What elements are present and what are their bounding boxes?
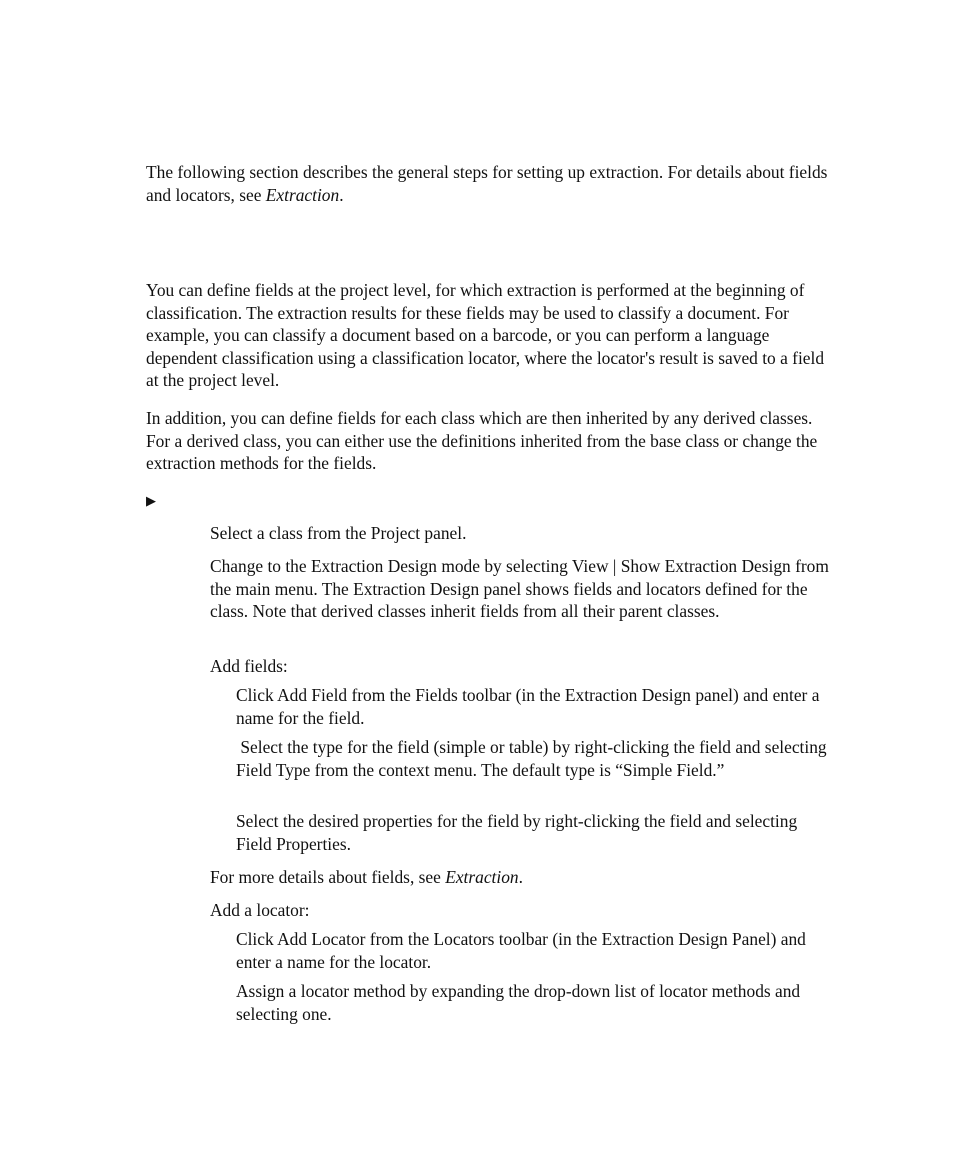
substep-field-type: Select the type for the field (simple or table) by right-clicking the field and selecting Field Type from the context menu. The default type is “Simple Field.”: [236, 737, 831, 780]
step-extraction-design: Change to the Extraction Design mode by selecting View | Show Extraction Design from the main menu. The Extraction Design panel shows fields and locators defined for the class. Note that derived classes inherit fields from all their parent classes.: [210, 556, 829, 621]
substep-add-locator: Click Add Locator from the Locators toolbar (in the Extraction Design Panel) and enter a name for the locator.: [236, 929, 806, 972]
procedure-arrow-icon: ▶: [146, 493, 156, 508]
substep-add-field: Click Add Field from the Fields toolbar (in the Extraction Design panel) and enter a name for the field.: [236, 685, 820, 728]
substep-locator-method: Assign a locator method by expanding the drop-down list of locator methods and selecting one.: [236, 981, 801, 1024]
substep-field-properties: Select the desired properties for the field by right-clicking the field and selecting Field Properties.: [236, 811, 798, 854]
fields-note: [210, 866, 836, 889]
extraction-link-2[interactable]: Extraction: [445, 867, 519, 887]
fields-note-text: For more details about fields, see: [210, 867, 446, 887]
fields-note-period: .: [518, 867, 523, 887]
step-add-locator: Add a locator:: [210, 900, 310, 920]
intro-paragraph: [146, 161, 836, 206]
intro-text: The following section describes the general steps for setting up extraction. For details about fields and locators, see: [146, 162, 828, 205]
project-level-paragraph: You can define fields at the project level, for which extraction is performed at the beginning of classification. The extraction results for these fields may be used to classify a document. For example, you can classify a document based on a barcode, or you can perform a language dependent classification using a classification locator, where the locator's result is saved to a field at the project level.: [146, 280, 825, 390]
step-add-fields: Add fields:: [210, 656, 288, 676]
class-level-paragraph: In addition, you can define fields for each class which are then inherited by any derived classes. For a derived class, you can either use the definitions inherited from the base class or change the extraction methods for the fields.: [146, 408, 818, 473]
step-select-class: Select a class from the Project panel.: [210, 523, 467, 543]
intro-period: .: [339, 184, 344, 205]
extraction-link[interactable]: Extraction: [265, 184, 340, 205]
